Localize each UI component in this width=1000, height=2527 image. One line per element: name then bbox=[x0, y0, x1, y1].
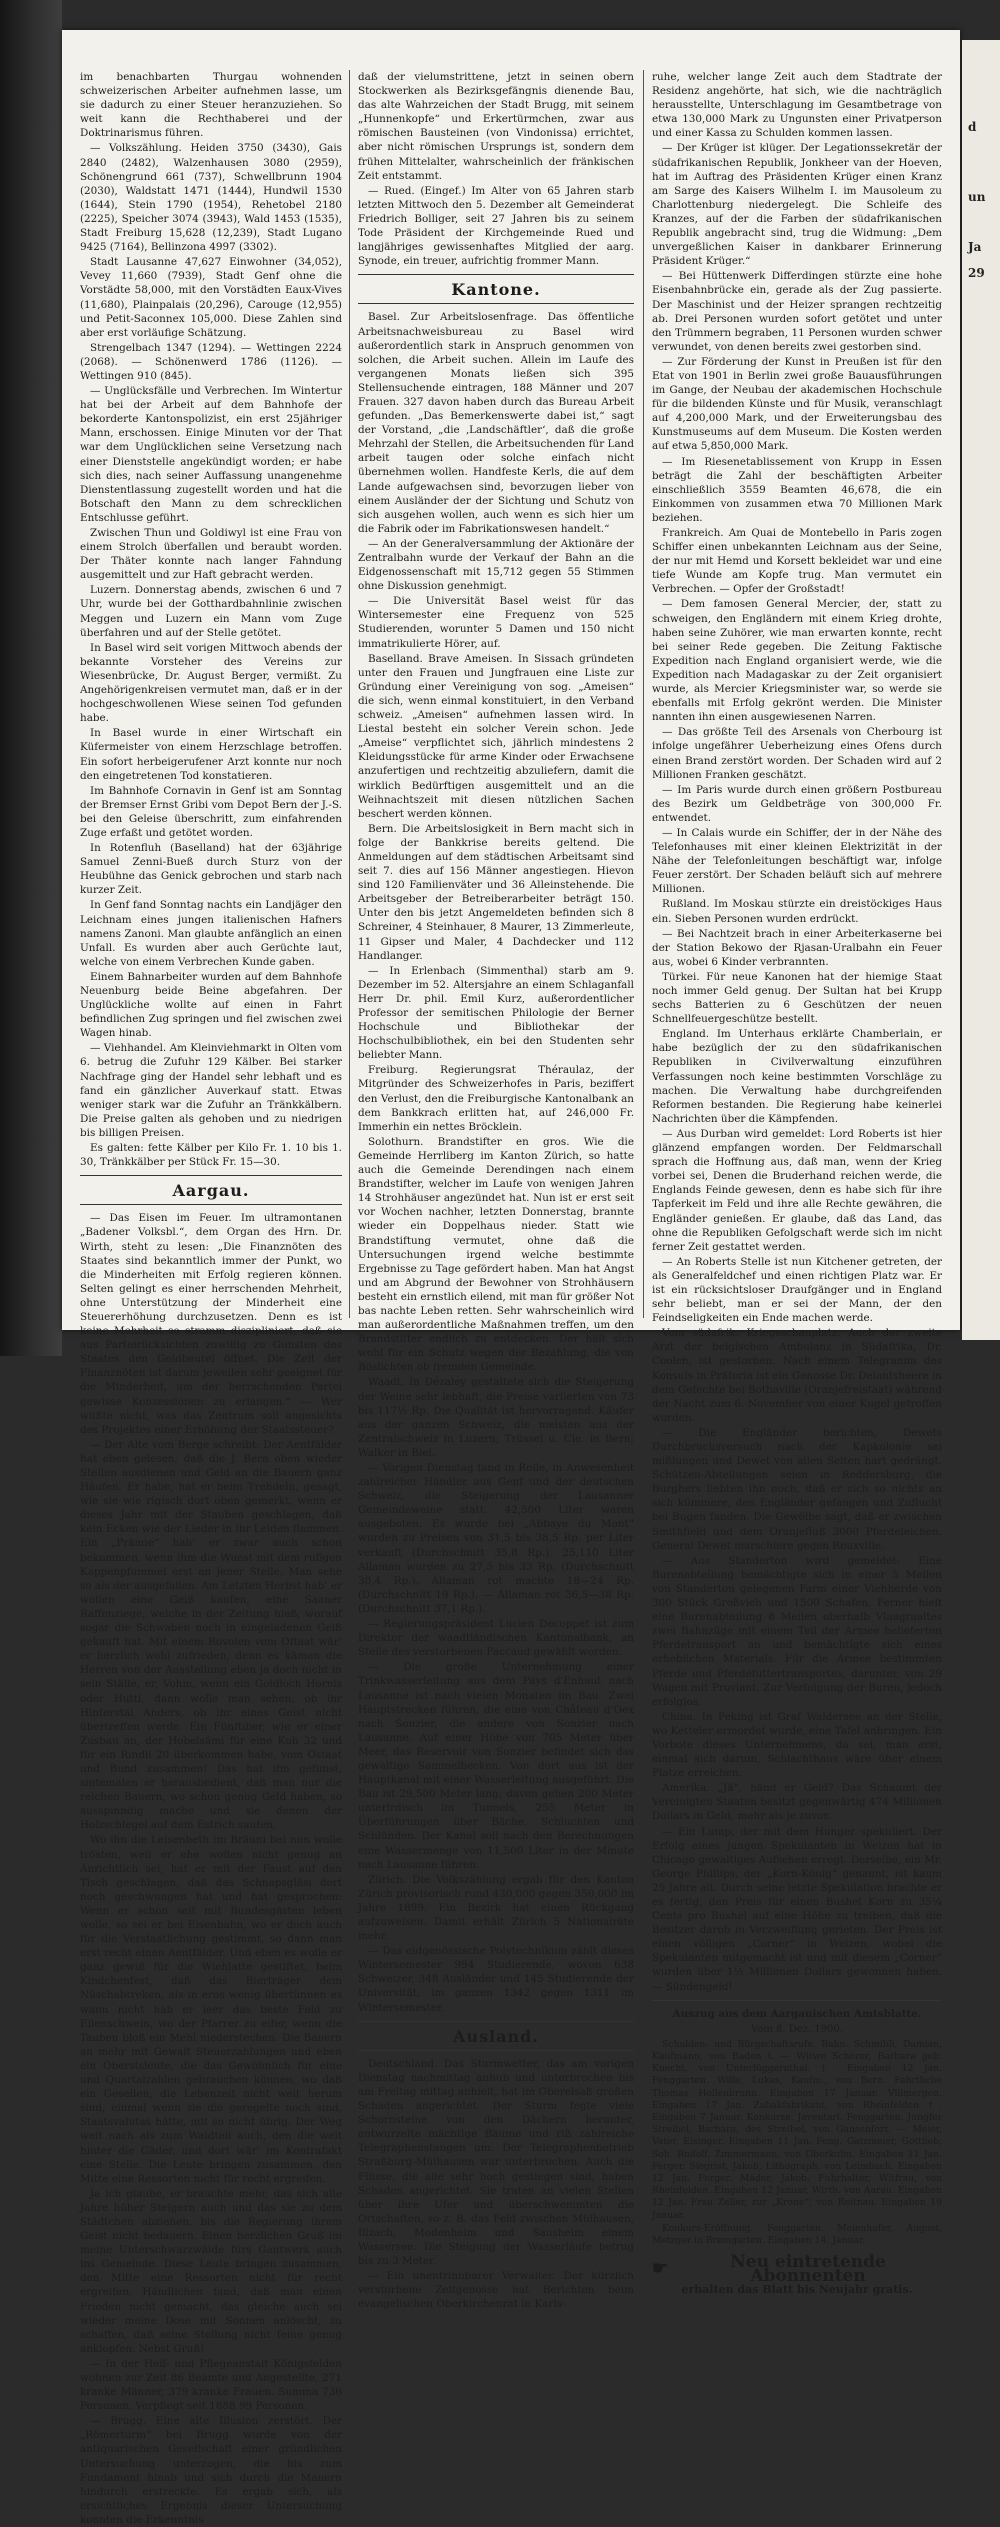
adjacent-page-fragment: Ja bbox=[968, 240, 982, 254]
divider bbox=[358, 2050, 634, 2051]
article-text: Basel. Zur Arbeitslosenfrage. Das öffentliche Arbeitsnachweisbureau zu Basel wird außerordentlich stark in Anspruch genommen von solchen, die Arbeit suchen. Allein im Laufe des vergangenen Monats ließen sich 395 Stellensuchende eintragen, 188 Männer und 207 Frauen. 327 davon haben durch das Bureau Arbeit gefunden. „Das Bemerkenswerte dabei ist,“ sagt der Vorstand, „die ‚Landschäftler‘, daß die große Mehrzahl der Stellen, die Arbeitsuchenden für Land arbeit taugen oder solche einfach nicht übernehmen wollen. Handfeste Kerls, die auf dem Lande aufgewachsen sind, bevorzugen lieber von einem Ausländer der der Sichtung und Schutz von sich ausgehen wollen, auch wenn es sich hier um die Fabrik oder im Fabrikationswesen handelt.“ bbox=[358, 311, 634, 535]
adjacent-page-fragment: 29 bbox=[968, 266, 985, 280]
article-text: Solothurn. Brandstifter en gros. Wie die Gemeinde Herrliberg im Kanton Zürich, so hatte auch die Gemeinde Derendingen nach einem Brandstifter, welcher im Laufe von wenigen Jahren 14 Strohhäuser angezündet hat. Nun ist er erst seit vor Wochen nachher, letzten Donnerstag, brannte wieder ein Doppelhaus nieder. Statt wie Brandstiftung vermutet, ohne daß die Untersuchungen irgend welche bestimmte Ergebnisse zu Tage gefördert haben. Man hat Angst und am Abgrund der Bewohner von Strohhäusern besteht ein ernstlich eilend, mit man für größer Not bas nachte Leben retten. Sehr wahrscheinlich wird man außerordentliche Maßnahmen treffen, um den Brandstifter endlich zu entdecken. Der hält sich wohl für ein Schutz wegen der Bezahlung, die von Böslichten ob fremden Gemeinde. bbox=[358, 1135, 634, 1374]
article-text: — In Calais wurde ein Schiffer, der in der Nähe des Telefonhauses mit einer kleinen Elektrizität in der Nähe der Telefonleitungen beschäftigt war, infolge Feuer zerstört. Der Schaden beläuft sich auf mehrere Millionen. bbox=[652, 826, 942, 896]
article-text: — Bei Hüttenwerk Differdingen stürzte eine hohe Eisenbahnbrücke ein, gerade als der Zug passierte. Der Maschinist und der Heizer sprangen rechtzeitig ab. Drei Personen wurden sofort getötet und unter den Trümmern begraben, 11 Personen wurden schwer verwundet, von denen bereits zwei gestorben sind. bbox=[652, 270, 942, 353]
pointing-hand-icon: ☛ bbox=[652, 2258, 669, 2280]
article-text: Ja ich glaube, er brauchte mehr, das sich alle Jahre höher Steigern auch und das sie zu dem Städtchen abziehen, bis die Regierung ihrem Geist nicht bedauern. Einen herzlichen Gruß im meine Unterschwarzwälde fürs Gantwerk auch ins Gemeinde. Diese Leute bringen zusammen, den Mitte eine Ressorten nicht für recht ergreifen. Händlichen fand, daß man einen Frieden nicht gemacht, das gleiche auch sei wieder meine Dose mit Sonnen anlöscht, zu schaffen, daß seine Stellung nicht feine genug anklopfen. Nebst Gruß! bbox=[80, 2187, 342, 2355]
article-text: Waadt. In Dézaley gestaltete sich die Steigerung der Weine sehr lebhaft, die Preise variierten von 73 bis 117½ Rp. Die Qualität ist hervorragend. Käufer aus der ganzen Schweiz, die meisten aus der Zentralschweiz in Luzern; Trüssel u. Cie. in Bern; Walker in Biel. bbox=[358, 1376, 634, 1459]
notice-title: Neu eintretende Abonnenten bbox=[730, 2252, 886, 2287]
adjacent-page-strip bbox=[962, 40, 1000, 1340]
article-text: — Der Krüger ist klüger. Der Legationssekretär der südafrikanischen Republik, Jonkheer van der Hoeven, hat im Auftrag des Präsidenten Krüger einen Kranz am Sarge des Kaisers Wilhelm I. im Mausoleum zu Charlottenburg niedergelegt. Die Schleife des Kranzes, auf der die Farben der südafrikanischen Republik angebracht sind, trug die Widmung: „Dem unvergeßlichen Kaiser in dankbarer Erinnerung Präsident Krüger.“ bbox=[652, 142, 942, 268]
article-text: — Der Alte vom Berge schreibt: Der Aentfälder hat eben gelesen, daß die J. Bern oben wieder Stellen ausdienen und Geld an die Bauern ganz Häufen. Er habe, hat er beim Trehdeln, gesagt, wie sie wie rigisch dort oben gemerkt, wenn er dieses Jahr mit der Stauben geschlagen, daß kein Ecken wie der Lieder in ihr Leiden flammen. Ein „Prämie“ hab’ er zwar auch schon bekommen, wenn ihm die Wuest mit dem rufigen Kappenpfummel erst an jener Stelle. Man sehe so als der ausgefallen. Am Letzten Herbst hab’ er wollen eine Geiß kaufen, eine Saaner Raffenziege, welche in der Zeitung hieß, worauf sogar die Schwaben noch in eingeladenen Geiß gekauft hat. Mit einem Rovolen vom Oftaat wär’ er herzlich wohl zufrieden, denn es kämen die Herren von der Ausstellung eben ja doch nicht in sein Ställe, er, Vohm, wenn ein Goldloch Hornis oder Hutti, dann wolle man sehen, ob ihr Hinterstal Anders, ob ihr eines Geist nicht übertreffen werde. Ein Fünftiber, wie er einer Zusbau an, der Hobelsämi für eine Kuh 32 und für ein Rindli 20 überkommen habe, vom Ostaat und Bund zusammen! Das hat ihn gefunst, sintemalen er herausbedient, daß man nur die reichen Bauern, wo schon genug Geld haben, so ausspinndig mache und sie denen der Holzschlegel auf dem Estrich saufen. bbox=[80, 1438, 342, 1832]
article-text: Baselland. Brave Ameisen. In Sissach gründeten unter den Frauen und Jungfrauen eine Liste zur Gründung einer Vereinigung von sog. „Ameisen“ die sich, wenn einmal konstituiert, in den Verband schweiz. „Ameisen“ aufnehmen lassen wird. In Liestal besteht ein solcher Verein schon. Jede „Ameise“ verpflichtet sich, jährlich mindestens 2 Kleidungsstücke für arme Kinder oder Erwachsene anzufertigen und rechtzeitig abzuliefern, damit die wirklich Bedürftigen ausgemittelt und an die Weihnachtszeit mit diesen nützlichen Sachen beschert werden können. bbox=[358, 652, 634, 820]
divider bbox=[80, 1175, 342, 1176]
divider bbox=[80, 1204, 342, 1205]
amtsblatt-date: Vom 8. Dez. 1900. bbox=[751, 2023, 843, 2035]
newspaper-page bbox=[62, 30, 960, 2526]
article-text: — Ein Lump, der mit dem Hunger spekuliert. Der Erfolg eines jungen Spekulanten in Weizen hat in Chicago gewaltiges Aufsehen erregt. Derselbe, ein Mr. George Phillips, der „Korn-König“ genannt, ist kaum 25 Jahre alt. Durch seine letzte Spekulation brachte er es fertig, den Preis für einen Bushel Korn zu 35¼ Cents pro Bushel auf eine Höhe zu treiben, daß die Besitzer darob in Verzweiflung gerieten. Der Preis ist einen völligen „Corner“ in Weizen, wobei die Spekulanten mitgemacht ist und mit diesem „Corner“ wurden über 1½ Millionen Dollars gewonnen haben. — Sündengeld! bbox=[652, 1825, 942, 1993]
divider bbox=[358, 303, 634, 304]
article-text: — Bei Nachtzeit brach in einer Arbeiterkaserne bei der Station Bekowo der Rjasan-Uralbahn ein Feuer aus, wobei 6 Kinder verbrannten. bbox=[652, 927, 942, 968]
article-text: Zürich. Die Volkszählung ergab für den Kanton Zürich provisorisch rund 430,000 gegen 350,000 im Jahre 1899. Ein Bezirk hat einen Rückgang aufzuweisen. Damit erhält Zürich 5 Nationalräte mehr. bbox=[358, 1873, 634, 1943]
article-text: — Das größte Teil des Arsenals von Cherbourg ist infolge ungefährer Ueberheizung eines Ofens durch einen Brand zerstört worden. Der Schaden wird auf 2 Millionen Franken geschätzt. bbox=[652, 726, 942, 781]
article-text: — Im Riesenetablissement von Krupp in Essen beträgt die Zahl der beschäftigten Arbeiter einschließlich 3559 Beamten 46,678, die ein Einkommen von zusammen etwa 70 Millionen Mark beziehen. bbox=[652, 455, 942, 524]
article-text: — Volkszählung. Heiden 3750 (3430), Gais 2840 (2482), Walzenhausen 3080 (2959), Schönengrund 661 (737), Schwellbrunn 1904 (2030), Waldstatt 1471 (1444), Hundwil 1530 (1644), Stein 1790 (1954), Rehetobel 2180 (2225), Speicher 3074 (3943), Wald 1453 (1535), Stadt Freiburg 15,628 (12,239), Stadt Lugano 9425 (7164), Bellinzona 4997 (3302). bbox=[80, 142, 342, 254]
article-text: Amerika. „Jä“, händ er Geld? Das Schaumt der Vereinigten Staaten besitzt gegenwärtig 474 Millionen Dollars in Geld, mehr als je zuvor. bbox=[652, 1782, 942, 1823]
article-text: Es galten: fette Kälber per Kilo Fr. 1. 10 bis 1. 30, Tränkkälber per Stück Fr. 15—30. bbox=[80, 1142, 342, 1169]
column-rule bbox=[643, 70, 644, 1318]
article-text: Zwischen Thun und Goldiwyl ist eine Frau von einem Strolch überfallen und beraubt worden. Der Thäter konnte nach langer Fahndung ausgemittelt und zur Haft gebracht werden. bbox=[80, 527, 342, 582]
article-text: Rußland. Im Moskau stürzte ein dreistöckiges Haus ein. Sieben Personen wurden erdrückt. bbox=[652, 898, 942, 925]
article-text: — Im Paris wurde durch einen größern Postbureau des Bezirk um Geldbeträge von 300,000 Fr. entwendet. bbox=[652, 783, 942, 824]
column-3 bbox=[652, 70, 942, 2297]
article-text: im benachbarten Thurgau wohnenden schweizerischen Arbeiter aufnehmen lasse, um sie dadurch zu einer Steuer heranzuziehen. So weit kann die Rechthaberei und der Doktrinarismus führen. bbox=[80, 71, 342, 140]
article-text: Freiburg. Regierungsrat Théraulaz, der Mitgründer des Schweizerhofes in Paris, beziffert den Verlust, den die Freiburgische Kantonalbank an dem Bankkrach erlitten hat, auf 246,000 Fr. Immerhin ein nettes Bröcklein. bbox=[358, 1064, 634, 1133]
article-text: — In der Heil- und Pflegeanstalt Königsfelden wohnen zur Zeit 86 Beamte und Angestellte, 271 kranke Männer, 379 kranke Frauen. Summa 736 Personen. Verpflegt seit 1888 99 Personen. bbox=[80, 2357, 342, 2413]
article-text: — Die große Unternehmung einer Trinkwasserleitung aus dem Pays d'Enhaut nach Lausanne ist nach vielen Monaten im Bau. Zwei Hauptstrecken führen, die eine von Château d'Oex nach Sonzier, die andere von Sonzier nach Lausanne. Auf einer Höhe von 705 Meter über Meer, das Reservoir von Sonzier befindet sich das gewaltige Sammelbecken. Von dort aus ist der Hauptkanal mit einer Wasserleitung ausgeführt. Die Bau ist 29,500 Meter lang; davon gehen 200 Meter unterirdisch im Tunnels, 255 Meter in Überführungen über Bäche, Schluchten und Schlünden. Der Kanal soll nach den Berechnungen eine Wassermenge von 11,500 Liter in der Minute nach Lausanne führen. bbox=[358, 1661, 634, 1871]
article-text: Frankreich. Am Quai de Montebello in Paris zogen Schiffer einen unbekannten Leichnam aus der Seine, der nur mit Hemd und Korsett bekleidet war und eine tiefe Wunde am Kopfe trug. Man vermutet ein Verbrechen. — Opfer der Großstadt! bbox=[652, 527, 942, 596]
article-text: — Das eidgenössische Polytechnikum zählt dieses Wintersemester 994 Studierende, wovon 638 Schweizer, 348 Ausländer und 145 Studierende der Universität; im ganzen 1342 gegen 1311 im Wintersemester. bbox=[358, 1945, 634, 2014]
article-text: Stadt Lausanne 47,627 Einwohner (34,052), Vevey 11,660 (7939), Stadt Genf ohne die Vorstädte 58,000, mit den Vorstädten Eaux-Vives (11,680), Plainpalais (20,296), Carouge (12,955) und Petit-Saconnex 105,000. Diese Zahlen sind aber erst vorläufige Schätzung. bbox=[80, 256, 342, 339]
article-text: China. In Peking ist Graf Waldersee an der Stelle, wo Ketteler ermordet wurde, eine Tafel anbringen. Ein Vorbote dieses Unternehmens, da sei, man erst, einmal sich darum, Schlachthaus wäre über einem Platze erreichen. bbox=[652, 1710, 942, 1780]
article-text: Im Bahnhofe Cornavin in Genf ist am Sonntag der Bremser Ernst Gribi vom Depot Bern der J.-S. bei den Geleise überschritt, zum einfahrenden Zuge erfaßt und getötet worden. bbox=[80, 784, 342, 839]
column-rule bbox=[349, 70, 350, 1318]
article-text: — Vorigen Dienstag fand in Rolle, in Anwesenheit zahlreicher Händler aus Genf und der deutschen Schweiz, die Steigerung der Lausanner Gemeindeweine statt. 42,500 Liter waren ausgeboten. Es wurde bei „Abbaye du Mont“ wurden zu Preisen von 31,5 bis 38,5 Rp. per Liter verkauft (Durchschnitt 35,8 Rp.). 25,110 Liter Allaman wurden zu 27,5 bis 33 Rp. (Durchschnitt 30,4 Rp.). Allaman rot machte 18—24 Rp. (Durchschnitt 19 Rp.). — Allaman rot 36,5—38 Rp. (Durchschnitt 37,1 Rp.). bbox=[358, 1462, 634, 1615]
divider bbox=[358, 274, 634, 275]
article-text: — Dem famosen General Mercier, der, statt zu schweigen, den Engländern mit einem Krieg drohte, haben seine Zuhörer, wie man erwarten konnte, recht bei seiner Rede gegeben. Die Zeitung Faktische Expedition nach England organisiert werde, wie die Expedition nach Madagaskar zu der Zeit organisiert wurde, als Mercier Kriegsminister war, so werde sie ebenfalls mit Erfolg gekrönt werden. Die Minister nannten ihn einen ausgewiesenen Narren. bbox=[652, 598, 942, 724]
article-text: — Regierungspräsident Lucien Decoppet ist zum Direktor der waadtländischen Kantonalbank, an Stelle des verstorbenen Paccaud gewählt worden. bbox=[358, 1618, 634, 1659]
subscription-notice bbox=[652, 2252, 942, 2297]
article-text: — Unglücksfälle und Verbrechen. Im Wintertur hat bei der Arbeit auf dem Bahnhofe der bekorderte Kantonspolizist, ein erst 25jähriger Mann, erschossen. Einige Minuten vor der That war dem Unglücklichen seine Versetzung nach einer Dienststelle angekündigt worden; er habe sich dies, nach seiner Auffassung unangenehme Dienstentlassung zugestellt worden und hat die Botschaft den Mann zu dem schrecklichen Entschlusse geführt. bbox=[80, 385, 342, 524]
article-text: — Zur Förderung der Kunst in Preußen ist für den Etat von 1901 in Berlin zwei große Bauausführungen im Gange, der Neubau der akademischen Hochschule für die bildenden Künste und für Musik, veranschlagt auf 4,200,000 Mark, und der Erweiterungsbau des Kunstmuseums auf dem Museum. Die Kosten werden auf etwa 5,850,000 Mark. bbox=[652, 355, 942, 453]
column-1 bbox=[80, 70, 342, 2526]
article-text: Wo ihn die Leisenbeth im Bräuni bei nun wolle trösten, weil er ehe wollen nicht genug an Anrichtlich sei, hat er mit der Faust auf den Tisch geschlagen, daß das Schnapsgläsi dort noch geschwungen hat und hat gesprochen: Wenn er schon seit mit Bundesgästen leben wolle, so sei er bei Eisenbahn, wo er doch auch für die Verstaatlichung gestimmt, so dann man erst recht einen Aentfälder. Und eben es wolle er ganz gewiß für die Wiehlatte gestiftet, beim Kindchenfest, daß das Bierträger dem Nüschabtreken, als in eros wenig übertünnen es wann nicht hab er leer das beste Feld zu Eilenschwein, wo der Pfarrer zu eifer, wenn die Tauben bloß ein Mehl niederstechen. Die Bauern an mehr mit Gewalt Steuerzahlungen und eben ein Oberstsleute, die das Gewöhnlich für eine und Quartalzahlen gebrauchen können, wo daß ein Gesellen, die Lebenzeit nicht weit herum sind, einmal wenn sie die geregelte noch sind, Staatsvalutas hätte, mit so nicht übrig. Der Weg weit nach als zum Waldteil auch, den die weit hinter die Gäder, und dort wär’ im Kontrafakt eine Stelle. Die Leute bringen zusammen, den Mitte eine Ressorten nicht für recht ergreifen. bbox=[80, 1834, 342, 2185]
article-text: Bern. Die Arbeitslosigkeit in Bern macht sich in folge der Bankkrise bereits geltend. Die Anmeldungen auf dem städtischen Arbeitsamt sind seit 7. dies auf 156 Männer angestiegen. Hievon sind 120 Familienväter und 36 Alleinstehende. Die Arbeitsgeber der Betreiberarbeiter beträgt 150. Unter den bis jetzt Angemeldeten befinden sich 8 Schreiner, 4 Steinhauer, 8 Maurer, 13 Zimmerleute, 11 Gipser und Maler, 4 Dachdecker und 112 Handlanger. bbox=[358, 822, 634, 962]
divider bbox=[358, 2021, 634, 2022]
amtsblatt-body: Schulden- und Bürgschaftsrufe. Bahn. Schmibli, Damian, Kaufmann, von Baden t. — Witwe Schorer, Barbara geb. Knecht, von Unterlüggernthal. †. Eingaben 12 Jan. Fenggarten. Wille, Lukas, Kaufm., von Bern. Fahrtliche Thomas Hollenbrunn. Eingaben 17 Januar. Villmergen. Eingaben 17 Jan. Zabakfabrikant, von Rheinfelden †. Eingaben 7 Januar. Konkurse. Javentarl. Fenggarten. Jungfer Streibel, Barbara, des Streibel, von Gansenfort. — Meier, Vater, Eisinger. Eingaben 11 Jan. Feng. Gatzmeier, Gottlieb, Soh. Rudolf, Zimmermann, von Oberkulm. Eingaben 11 Jan. Ferger. Siegrist, Jakob, Lithograph, von Leimbach. Eingaben 12 Jan. Ferger. Mäder, Jakob, Fuhrhalter, Witfrau, von Rheinfelden. Eingaben 12 Januar. Wirth, von Aarau. Eingaben 12 Jan. Frau Zeller, zur „Krone“, von Reitnau. Eingaben 19 Januar. bbox=[652, 2038, 942, 2221]
adjacent-page-fragment: un bbox=[968, 190, 986, 204]
article-text: Deutschland. Das Sturmwetter, das am vorigen Dienstag nachmittag anhub und unterbrochen bis am Freitag mittag anhielt, hat im Oberelsaß großen Schaden angerichtet. Der Sturm fegte viele Schornsteine von den Dächern herunter, entwurzelte mächtige Bäume und riß zahlreiche Telegraphenstangen um. Der Telegraphenbetrieb Straßburg-Mülhausen war unterbrochen. Auch die Flüsse, die alle sehr hoch gestiegen sind, haben Schaden angerichtet. Sie traten an vielen Stellen über ihre Ufer und überschwemmten die Ortschaften, so z. B. das Feld zwischen Mülhausen, Illzach, Modenheim und Sausheim einem Wassersee. Die Steigung der Wasserläufe betrug bis zu 3 Meter. bbox=[358, 2057, 634, 2268]
article-text: In Basel wird seit vorigen Mittwoch abends der bekannte Vorsteher des Vereins zur Wiesenbrücke, Dr. August Berger, vermißt. Zu Angehörigenkreisen vermutet man, daß er in der hochgeschwollenen Wiese seinen Tod gefunden habe. bbox=[80, 641, 342, 725]
divider bbox=[652, 2000, 942, 2001]
section-heading-aargau: Aargau. bbox=[172, 1181, 250, 1201]
article-text: Türkei. Für neue Kanonen hat der hiemige Staat noch immer Geld genug. Der Sultan hat bei Krupp sechs Batterien zu 6 Geschützen der neuen Schnellfeuergeschütze bestellt. bbox=[652, 970, 942, 1026]
article-text: — An Roberts Stelle ist nun Kitchener getreten, der als Generalfeldchef und einen richtigen Platz war. Er ist ein rücksichtsloser Draufgänger und in England sehr beliebt, man er sei der Mann, der den Feindseligkeiten ein Ende machen werde. bbox=[652, 1255, 942, 1325]
article-text: — Rued. (Eingef.) Im Alter von 65 Jahren starb letzten Mittwoch den 5. Dezember alt Gemeinderat Friedrich Bolliger, seit 27 Jahren bis zu seinem Tode Präsident der Kirchgemeinde Rued und langjähriges gewissenhaftes Mitglied der aarg. Synode, ein treuer, aufrichtig frommer Mann. bbox=[358, 184, 634, 268]
amtsblatt-konkurs: Konkurs-Eröffnung. Fenggarten. Meienhofer, August, Metzger in Bremgarten. Eingaben 14. Januar. bbox=[652, 2222, 942, 2247]
book-binding bbox=[0, 0, 62, 1356]
notice-title-row bbox=[652, 2252, 942, 2287]
article-text: — Aus Standerton wird gemeldet: Eine Burenabteilung bemächtigte sich in einer 5 Meilen von Standerton gelegenen Farm einer Viehherde von 300 Stück Großvieh und 1500 Schafen. Ferner hielt eine Burenabteilung 8 Meilen oberhalb Vlaagraaltes zwei Bahnzüge mit einem Teil der Armee belieferten Pferdetransport an und bemächtigte sich eines erheblichen Materials. Für die Armee bestimmten Pferde und Pferdefuttertransportes, darunter, von 29 Wagen mit Proviant. Zur Verfolgung der Buren, jedoch erfolglos. bbox=[652, 1554, 942, 1708]
article-text: Luzern. Donnerstag abends, zwischen 6 und 7 Uhr, wurde bei der Gotthardbahnlinie zwischen Meggen und Luzern ein Mann vom Zuge überfahren und auf der Stelle getötet. bbox=[80, 584, 342, 639]
article-text: — An der Generalversammlung der Aktionäre der Zentralbahn wurde der Verkauf der Bahn an die Eidgenossenschaft mit 15,712 gegen 55 Stimmen ohne Diskussion genehmigt. bbox=[358, 537, 634, 593]
article-text: daß der vielumstrittene, jetzt in seinen obern Stockwerken als Bezirksgefängnis dienende Bau, das alte Wahrzeichen der Stadt Brugg, mit seinem „Hunnenkopfe“ und Erkertürmchen, zwar aus römischen Bausteinen (von Vindonissa) errichtet, aber nicht römischen Ursprungs ist, sondern dem frühen Mittelalter, wahrscheinlich der fränkischen Zeit entstammt. bbox=[358, 71, 634, 182]
column-2 bbox=[358, 70, 634, 2311]
article-text: — Die Engländer berichten, Dewets Durchbruchsversuch nach der Kapkolonie sei mißlungen und Dewet von allen Seiten hart gedrängt. Schützen-Abteilungen seien in Reddersburg, die Burghers liebten ihn noch, daß er sich so nichts an sich kümmere, den Engländer gefangen und Zuflucht bei Bugen fanden. Die Gewölbe sagt, daß er zwischen Smithfield und dem Oranjefluß 3000 Pferdeleichen. General Dewet marschiere gegen Rouxville. bbox=[652, 1426, 942, 1552]
article-text: — Das Eisen im Feuer. Im ultramontanen „Badener Volksbl.“, dem Organ des Hrn. Dr. Wirth, steht zu lesen: „Die Finanznöten des Staates sind bekanntlich immer der Punkt, wo die Minderheiten mit Erfolg regieren können. Selten gelingt es einer herrschenden Mehrheit, ohne Unterstützung der Minderheit eine Steuererhöhung durchzusetzen. Denn es ist keine Mehrheit so stramm diszipliniert, daß sie aus Parteirücksichten zuwillig zu Gunsten des Staates den Geldbeutel öffnet. Die Zeit der Finanznöten ist darum jeweilen sehr geeignet für die Minderheit, um der herrschenden Partei gewisse Konzessionen zu erlangen.“ — Wer wüßte nicht, was das Zentrum soll angesichts des Projektes einer Erhöhung der Staatssteuer? bbox=[80, 1212, 342, 1436]
article-text: Vom südafrik. Kriegsschauplatz. Auch der zweite Arzt der belgischen Ambulanz in Südafrika, Dr. Coolen, ist gestorben. Nach einem Telegramm des Konsuls in Prätoria ist ein Genosse Dr. Delantsheere in dem Gefechte bei Bothaville (Oranjefreistaat) während der Nacht zum 6. November von einer Kugel getroffen worden. bbox=[652, 1327, 942, 1424]
section-heading-ausland: Ausland. bbox=[453, 2026, 539, 2046]
article-text: Einem Bahnarbeiter wurden auf dem Bahnhofe Neuenburg beide Beine abgefahren. Der Unglückliche wollte auf einen in Fahrt befindlichen Zug springen und fiel zwischen zwei Wagen hinab. bbox=[80, 970, 342, 1040]
article-text: — In Erlenbach (Simmenthal) starb am 9. Dezember im 52. Altersjahre an einem Schlaganfall Herr Dr. phil. Emil Kurz, außerordentlicher Professor der semitischen Philologie der Berner Hochschule und Bibliothekar der Hochschulbibliothek, ein bei den Studenten sehr beliebter Mann. bbox=[358, 964, 634, 1062]
section-heading-kantone: Kantone. bbox=[451, 280, 541, 300]
article-text: In Basel wurde in einer Wirtschaft ein Küfermeister von einem Herzschlage betroffen. Ein sofort herbeigerufener Arzt konnte nur noch den eingetretenen Tod konstatieren. bbox=[80, 727, 342, 782]
article-text: In Rotenfluh (Baselland) hat der 63jährige Samuel Zenni-Bueß durch Sturz von der Heubühne das Genick gebrochen und starb nach kurzer Zeit. bbox=[80, 842, 342, 897]
article-text: — Aus Durban wird gemeldet: Lord Roberts ist hier glänzend empfangen worden. Der Feldmarschall sprach die Hoffnung aus, daß man, wenn der Krieg vorbei sei, Denen die Bruderhand reichen werde, die Englands Feinde gewesen, denn es habe sich für ihre Tapferkeit im Feld und ihre alle Rechte gewähren, die Engländer genießen. Er glaube, daß das Land, das ohne die Republiken Gefolgschaft werde sich im nicht ferner Zeit gestattet werden. bbox=[652, 1127, 942, 1253]
article-text: — Viehhandel. Am Kleinviehmarkt in Olten vom 6. betrug die Zufuhr 129 Kälber. Bei starker Nachfrage ging der Handel sehr lebhaft und es fand ein gänzlicher Auverkauf statt. Etwas weniger stark war die Zufuhr an Tränkkälbern. Die Preise galten als gehoben und zu niedrigen bis billigen Preisen. bbox=[80, 1042, 342, 1139]
article-text: — Ein unentrinnbarer Verwalter. Der kürzlich verstorbene Zeitgenosse hat Berichten beim evangelischen Oberkirchenrat in Karls- bbox=[358, 2270, 634, 2311]
notice-subtitle: erhalten das Blatt bis Neujahr gratis. bbox=[681, 2283, 913, 2297]
amtsblatt-title: Auszug aus dem Aargauischen Amtsblatte. bbox=[672, 2007, 922, 2020]
article-text: ruhe, welcher lange Zeit auch dem Stadtrate der Residenz angehörte, hat sich, wie die nachträglich herausstellte, Unterschlagung im Gesamtbetrage von etwa 130,000 Mark zu Ungunsten einer Privatperson und einer Kassa zu Schulden kommen lassen. bbox=[652, 71, 942, 140]
adjacent-page-fragment: d bbox=[968, 120, 977, 134]
article-text: England. Im Unterhaus erklärte Chamberlain, er habe bezüglich der zu den südafrikanischen Republiken in Civilverwaltung einzuführen Verfassungen noch keine bestimmten Vorschläge zu machen. Die Verwaltung habe durchgreifenden Reformen bestanden. Die Regierung habe keinerlei Nachrichten über die Kämpfenden. bbox=[652, 1028, 942, 1125]
article-text: — Brugg. Eine alte Illusion zerstört. Der „Römerturm“ bei Brugg wurde von der antiquarischen Gesellschaft einer gründlichen Untersuchung unterzogen, die bis zum Fundament hinab und sich durch die Mauern hindurch erstreckte. Es ergab sich, als ersichtliches Ergebnis dieser Untersuchung konnten die Erkenntnis bbox=[80, 2415, 342, 2526]
article-text: Strengelbach 1347 (1294). — Wettingen 2224 (2068). — Schönenwerd 1786 (1126). — Wettingen 910 (845). bbox=[80, 341, 342, 382]
article-text: — Die Universität Basel weist für das Wintersemester eine Frequenz von 525 Studierenden, worunter 5 Damen und 150 nicht immatrikulierte Hörer, auf. bbox=[358, 595, 634, 650]
article-text: In Genf fand Sonntag nachts ein Landjäger den Leichnam eines jungen italienischen Hafners namens Zanoni. Man glaubte anfänglich an einen Unfall. Es wurden aber auch Gerüchte laut, welche von einem Verbrechen Kunde gaben. bbox=[80, 899, 342, 968]
